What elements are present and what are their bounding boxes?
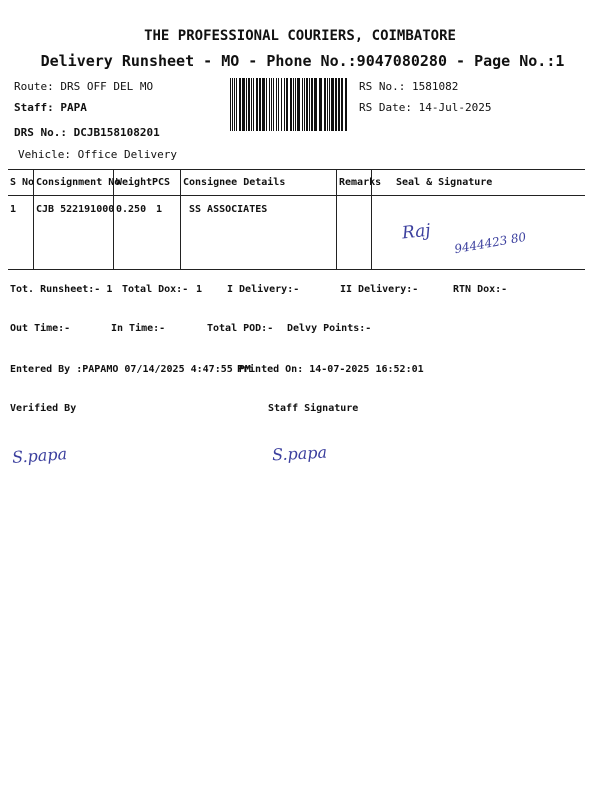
out-time: Out Time:- (10, 323, 71, 334)
barcode-bar (311, 78, 313, 131)
barcode-bar (236, 78, 237, 131)
runsheet-subtitle: Delivery Runsheet - MO - Phone No.:9047080280 - Page No.:1 (40, 52, 565, 70)
total-runsheet: Tot. Runsheet:- 1 (10, 284, 113, 295)
row-consignee: SS ASSOCIATES (189, 204, 268, 215)
rs-number: RS No.: 1581082 (359, 80, 459, 93)
staff-signature-label: Staff Signature (268, 403, 359, 414)
barcode-bar (304, 78, 305, 131)
barcode-bar (271, 78, 272, 131)
row-consignment-no: CJB 522191000 (36, 204, 115, 215)
i-delivery: I Delivery:- (227, 284, 300, 295)
barcode-bar (278, 78, 279, 131)
header-consignee: Consignee Details (183, 177, 286, 188)
barcode-bar (286, 78, 288, 131)
barcode-bar (251, 78, 252, 131)
barcode-bar (242, 78, 245, 131)
barcode-bar (273, 78, 274, 131)
barcode-bar (230, 78, 231, 131)
entered-by: Entered By :PAPAMO 07/14/2025 4:47:55 PM (10, 364, 251, 375)
in-time: In Time:- (111, 323, 166, 334)
vehicle-text: Vehicle: Office Delivery (18, 148, 177, 161)
staff-signature-handwritten: S.papa (271, 442, 328, 465)
rs-date: RS Date: 14-Jul-2025 (359, 101, 492, 114)
row-weight: 0.250 (116, 204, 147, 215)
barcode-bar (345, 78, 347, 131)
verified-by-label: Verified By (10, 403, 77, 414)
barcode-bar (266, 78, 267, 131)
barcode-bar (262, 78, 265, 131)
verified-by-signature: S.papa (11, 444, 68, 467)
header-weight: Weight (116, 177, 153, 188)
barcode-bar (306, 78, 308, 131)
barcode-bar (329, 78, 330, 131)
barcode-bar (246, 78, 247, 131)
header-seal-signature: Seal & Signature (396, 177, 493, 188)
barcode-bar (232, 78, 233, 131)
company-title: THE PROFESSIONAL COURIERS, COIMBATORE (144, 28, 456, 44)
barcode-bar (324, 78, 326, 131)
barcode-bar (314, 78, 317, 131)
table-top-border (8, 169, 585, 170)
barcode-bar (341, 78, 343, 131)
barcode-bar (295, 78, 296, 131)
barcode-bar (248, 78, 250, 131)
staff-text: Staff: PAPA (14, 101, 87, 114)
barcode-bar (269, 78, 270, 131)
header-pcs: PCS (152, 177, 171, 188)
barcode-bar (309, 78, 310, 131)
header-sno: S No (10, 177, 35, 188)
header-consignment: Consignment No (36, 177, 121, 188)
header-remarks: Remarks (339, 177, 382, 188)
barcode-bar (331, 78, 334, 131)
row-sno: 1 (10, 204, 17, 215)
barcode-bar (327, 78, 328, 131)
barcode-bar (239, 78, 241, 131)
table-column-divider (336, 169, 337, 269)
barcode-bar (281, 78, 282, 131)
receiver-signature: Raj (401, 220, 432, 244)
barcode-bar (256, 78, 258, 131)
receiver-phone-handwritten: 9444423 80 (453, 229, 528, 257)
table-column-divider (180, 169, 181, 269)
drs-number: DRS No.: DCJB158108201 (14, 126, 160, 139)
barcode-bar (319, 78, 322, 131)
total-dox-label: Total Dox:- (122, 284, 189, 295)
barcode-bar (259, 78, 261, 131)
ii-delivery: II Delivery:- (340, 284, 419, 295)
total-pod: Total POD:- (207, 323, 274, 334)
row-pcs: 1 (156, 204, 163, 215)
barcode-bar (234, 78, 235, 131)
barcode-bar (338, 78, 340, 131)
table-bottom-border (8, 269, 585, 270)
barcode-image (230, 78, 350, 131)
rtn-dox: RTN Dox:- (453, 284, 508, 295)
barcode-bar (293, 78, 294, 131)
route-text: Route: DRS OFF DEL MO (14, 80, 154, 93)
table-header-border (8, 195, 585, 196)
barcode-bar (297, 78, 300, 131)
barcode-bar (335, 78, 337, 131)
barcode-bar (253, 78, 254, 131)
barcode-bar (276, 78, 277, 131)
barcode-bar (302, 78, 303, 131)
barcode-bar (290, 78, 292, 131)
printed-on: Printed On: 14-07-2025 16:52:01 (237, 364, 424, 375)
barcode-bar (284, 78, 285, 131)
total-dox-value: 1 (196, 284, 203, 295)
delvy-points: Delvy Points:- (287, 323, 372, 334)
